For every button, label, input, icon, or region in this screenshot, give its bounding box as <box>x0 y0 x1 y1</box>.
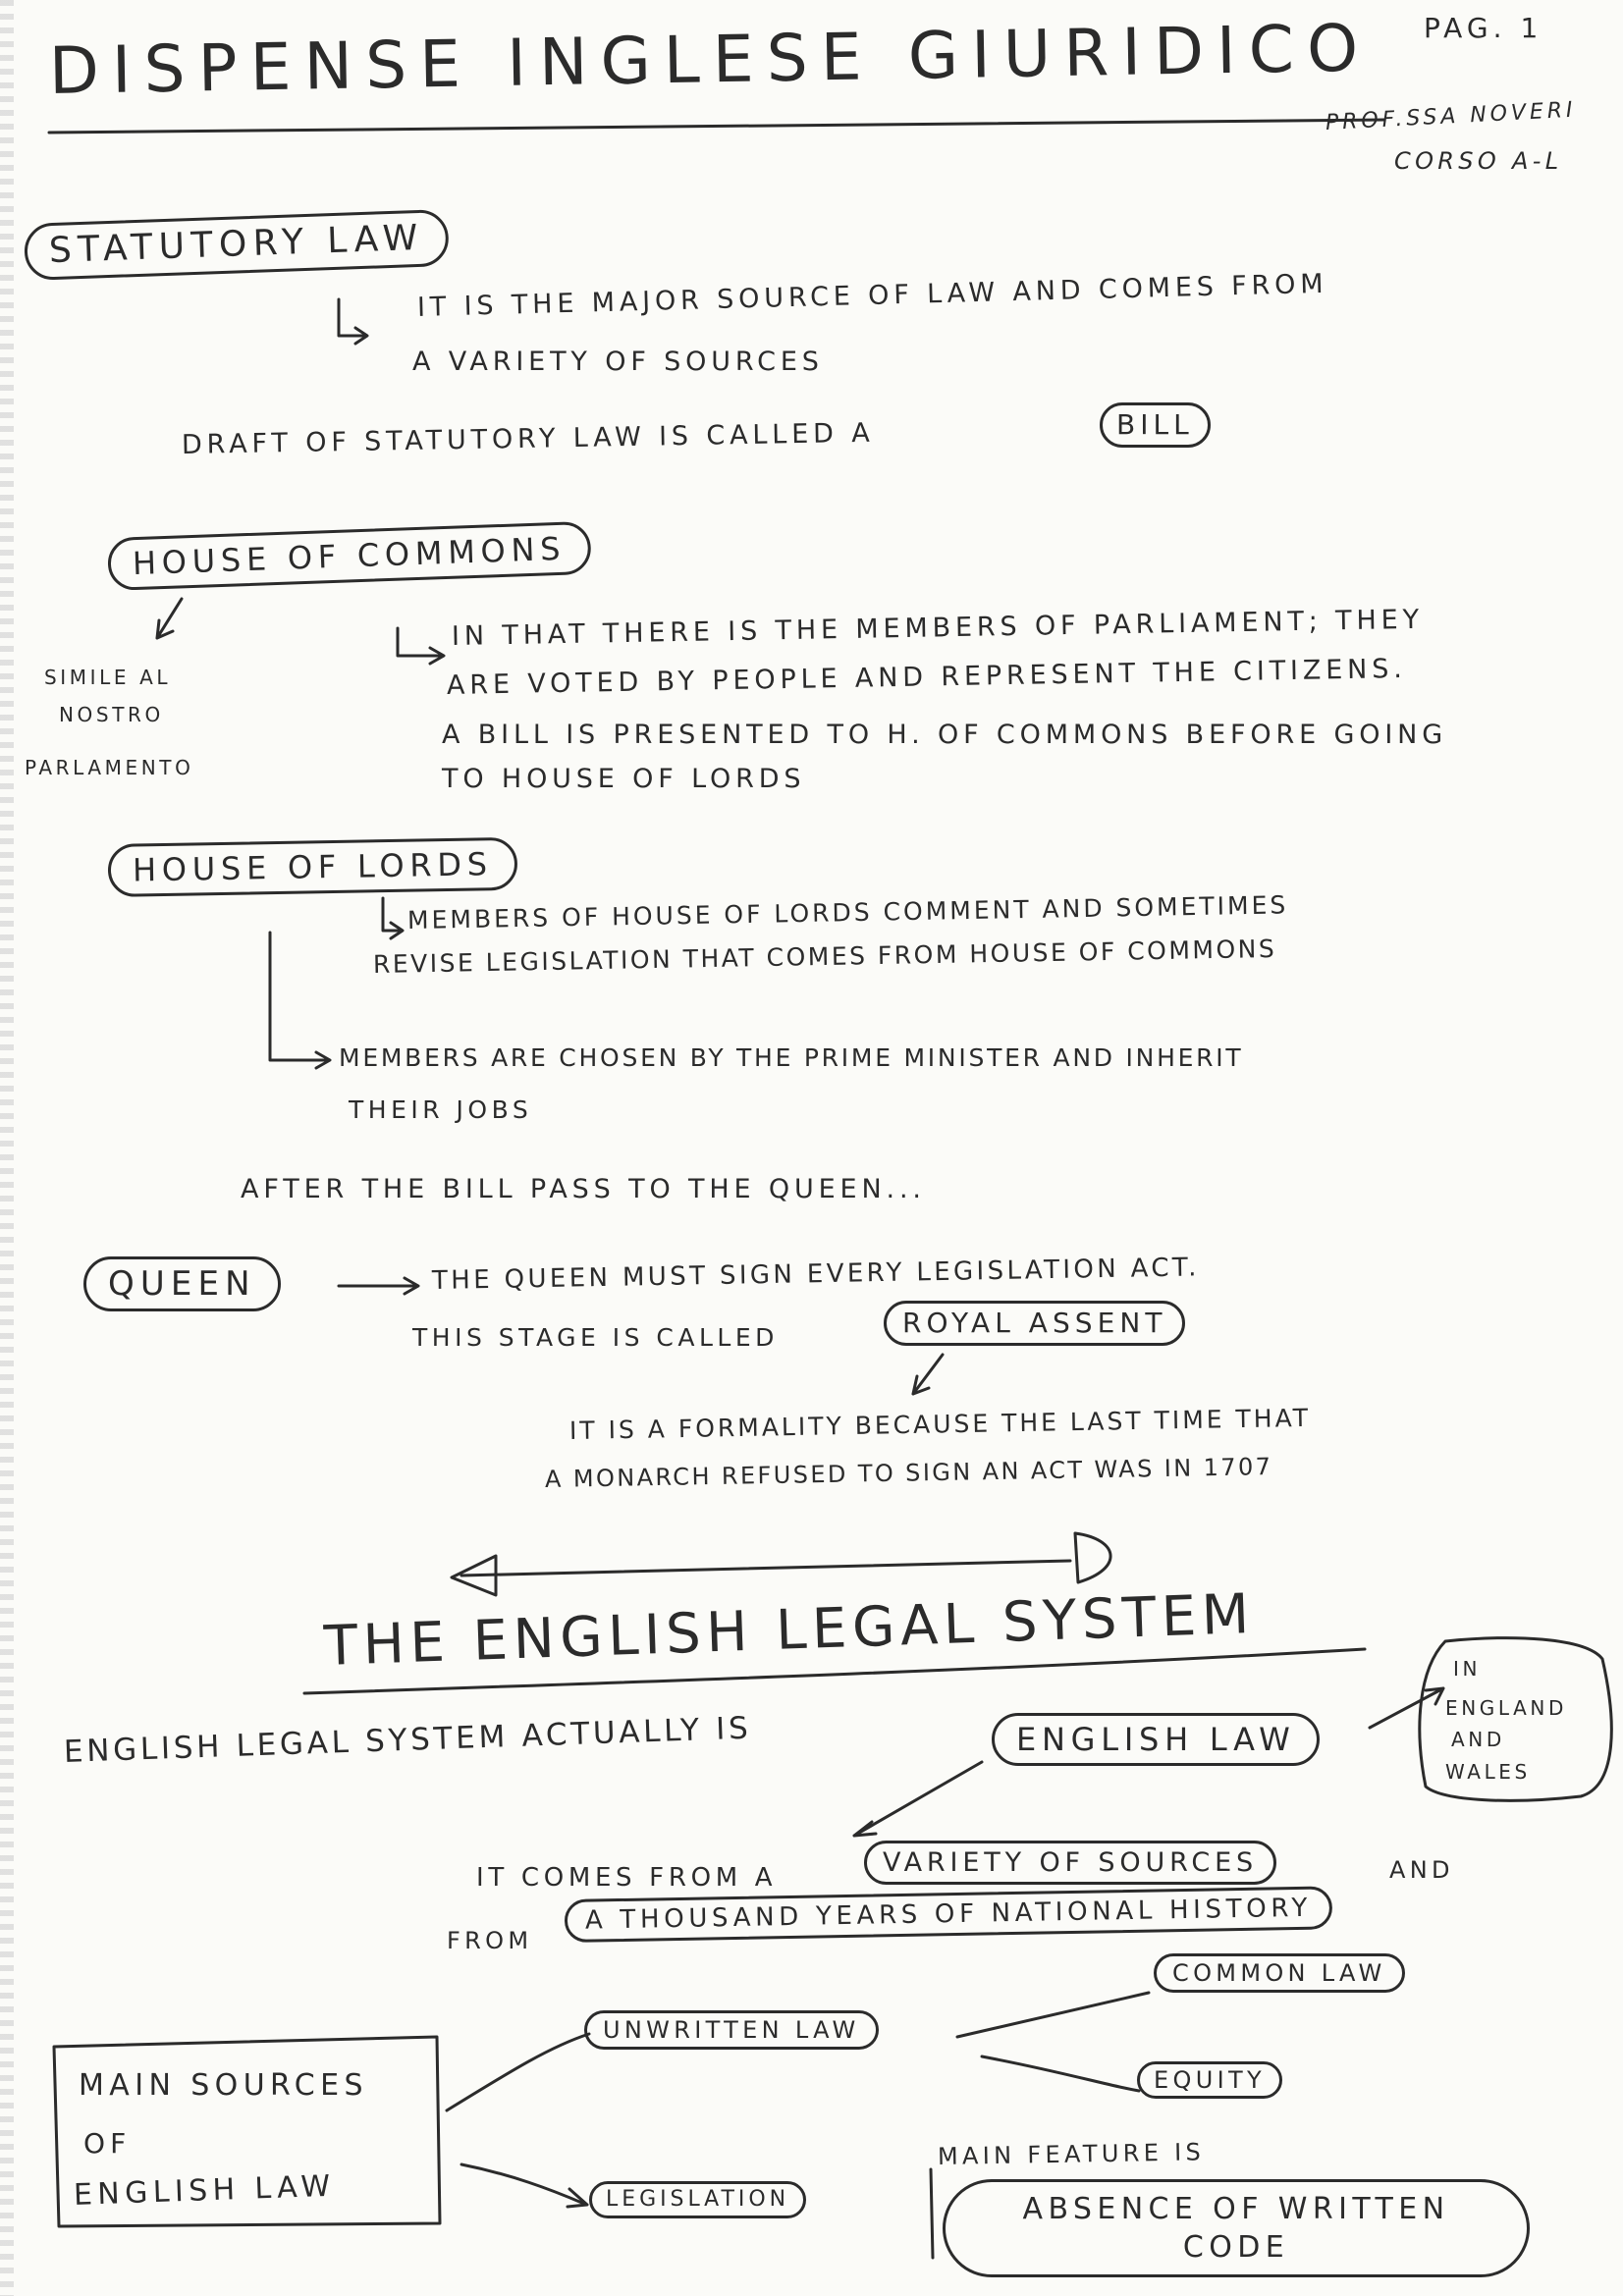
legislation-bubble: LEGISLATION <box>589 2181 806 2218</box>
after-bill-line: AFTER THE BILL PASS TO THE QUEEN... <box>241 1174 926 1204</box>
queen-bubble: QUEEN <box>83 1256 281 1311</box>
connector-unwritten <box>447 2034 589 2110</box>
title-underline <box>49 120 1384 133</box>
lords-arrow-1 <box>383 898 403 938</box>
royal-assent-bubble: ROYAL ASSENT <box>884 1301 1185 1346</box>
absence-line-1: ABSENCE OF WRITTEN <box>1022 2192 1450 2226</box>
common-law-bubble: COMMON LAW <box>1154 1953 1405 1993</box>
page-title: DISPENSE INGLESE GIURIDICO <box>48 10 1372 109</box>
england-wales-line: WALES <box>1445 1760 1531 1784</box>
bill-bubble: BILL <box>1100 402 1211 448</box>
queen-line-1: THE QUEEN MUST SIGN EVERY LEGISLATION ACT. <box>431 1253 1200 1296</box>
england-arrow <box>1370 1688 1443 1728</box>
professor-name: PROF.SSA NOVERI <box>1325 97 1578 135</box>
double-arrow <box>461 1561 1070 1575</box>
formality-note-2: A MONARCH REFUSED TO SIGN AN ACT WAS IN 1707 <box>544 1453 1273 1493</box>
page-label: PAG. 1 <box>1424 12 1543 44</box>
assent-arrow <box>913 1355 943 1394</box>
lords-line-1: MEMBERS OF HOUSE OF LORDS COMMENT AND SOMETIMES <box>406 890 1289 934</box>
lords-line-4: THEIR JOBS <box>349 1095 533 1124</box>
absence-line-2: CODE <box>1182 2230 1290 2265</box>
formality-note-1: IT IS A FORMALITY BECAUSE THE LAST TIME THAT <box>568 1403 1312 1445</box>
house-of-commons-bubble: HOUSE OF COMMONS <box>107 521 591 591</box>
commons-line-3: A BILL IS PRESENTED TO H. OF COMMONS BEFORE GOING <box>442 720 1448 750</box>
feature-bracket <box>931 2169 933 2258</box>
commons-arrow <box>398 628 444 664</box>
commons-note-arrow <box>157 599 182 638</box>
main-feature-line: MAIN FEATURE IS <box>937 2138 1206 2170</box>
commons-side-note-line: NOSTRO <box>59 703 164 726</box>
lords-line-2: REVISE LEGISLATION THAT COMES FROM HOUSE OF COMMONS <box>372 934 1277 979</box>
lords-line-3: MEMBERS ARE CHOSEN BY THE PRIME MINISTER AND INHERIT <box>339 1043 1244 1072</box>
equity-bubble: EQUITY <box>1137 2061 1282 2099</box>
comes-from-line: IT COMES FROM A <box>476 1863 778 1893</box>
main-sources-line: OF <box>83 2127 132 2160</box>
thousand-years-bubble: A THOUSAND YEARS OF NATIONAL HISTORY <box>565 1886 1333 1943</box>
from-word: FROM <box>447 1927 533 1954</box>
queen-line-2: THIS STAGE IS CALLED <box>412 1323 779 1352</box>
main-sources-line: MAIN SOURCES <box>79 2068 368 2103</box>
statutory-draft: DRAFT OF STATUTORY LAW IS CALLED A <box>181 417 875 460</box>
england-wales-line: IN <box>1453 1657 1482 1681</box>
unwritten-law-bubble: UNWRITTEN LAW <box>584 2010 879 2050</box>
connector-equity <box>982 2056 1139 2091</box>
variety-arrow <box>854 1762 982 1836</box>
arrow-head-right <box>1075 1533 1110 1582</box>
english-law-bubble: ENGLISH LAW <box>992 1713 1320 1766</box>
statutory-line-1: IT IS THE MAJOR SOURCE OF LAW AND COMES FROM <box>416 268 1328 323</box>
connector-legislation <box>461 2164 587 2207</box>
commons-line-2: ARE VOTED BY PEOPLE AND REPRESENT THE CITIZENS. <box>446 653 1407 701</box>
main-sources-line: ENGLISH LAW <box>73 2168 337 2213</box>
commons-side-note-line: PARLAMENTO <box>25 756 194 779</box>
statutory-line-2: A VARIETY OF SOURCES <box>412 347 824 377</box>
commons-line-4: TO HOUSE OF LORDS <box>442 764 806 794</box>
variety-of-sources-bubble: VARIETY OF SOURCES <box>864 1841 1276 1885</box>
absence-bubble <box>943 2179 1530 2277</box>
connector-common <box>957 1993 1149 2037</box>
and-word: AND <box>1389 1856 1454 1884</box>
england-wales-line: ENGLAND <box>1445 1696 1567 1720</box>
commons-line-1: IN THAT THERE IS THE MEMBERS OF PARLIAMENT; THEY <box>451 604 1425 652</box>
house-of-lords-bubble: HOUSE OF LORDS <box>108 837 518 897</box>
england-wales-line: AND <box>1451 1728 1505 1751</box>
statutory-arrow <box>339 299 367 344</box>
commons-side-note-line: SIMILE AL <box>44 666 172 689</box>
lords-arrow-2 <box>270 933 330 1068</box>
statutory-law-bubble: STATUTORY LAW <box>24 209 450 281</box>
els-title: THE ENGLISH LEGAL SYSTEM <box>322 1581 1256 1679</box>
course-label: CORSO A-L <box>1394 147 1563 175</box>
els-actually-line: ENGLISH LEGAL SYSTEM ACTUALLY IS <box>63 1710 753 1770</box>
queen-arrow <box>339 1278 418 1294</box>
